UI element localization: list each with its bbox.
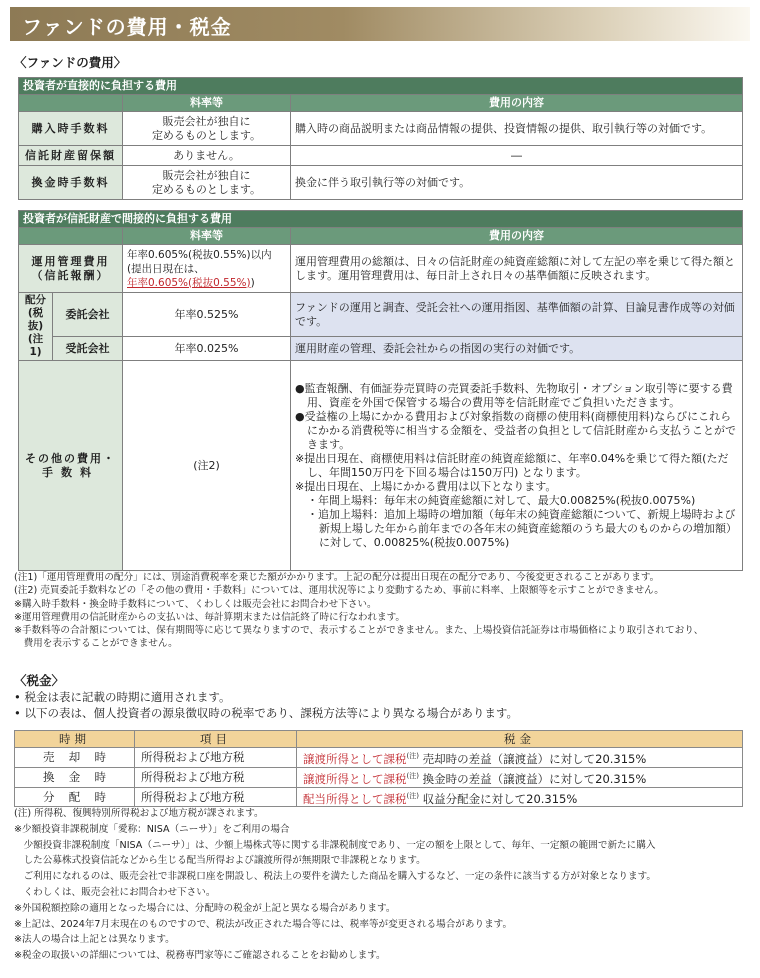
tax-note: ※上記は、2024年7月末現在のものですので、税法が改正された場合等には、税率等が変更される場合があります。 [14, 918, 513, 930]
tax-note: 少額投資非課税制度「NISA（ニーサ）」は、少額上場株式等に関する非課税制度であり、一定の額を上限として、毎年、一定額の範囲で新たに購入 [14, 839, 656, 851]
trustee-content: 運用財産の管理、委託会社からの指図の実行の対価です。 [291, 337, 743, 361]
redemption-fee-rate [123, 166, 291, 200]
tax-note-mark: (注) [406, 752, 419, 760]
trustee-label: 受託会社 [53, 337, 123, 361]
purchase-fee-rate [123, 112, 291, 146]
tax-timing-text: 換金時 [43, 770, 106, 785]
redemption-fee-rate-line1: 販売会社が独自に [162, 168, 251, 182]
tax-item: 所得税および地方税 [135, 767, 297, 787]
other-costs-note-1: ※提出日現在、商標使用料は信託財産の純資産総額に、年率0.04%を乗じて得た額(ただし、年間150万円を下回る場合は150万円) となります。 [295, 451, 729, 479]
header-rate: 料率等 [123, 228, 291, 245]
consignor-rate: 年率0.525% [123, 293, 291, 337]
other-costs-bullet-1: ●監査報酬、有価証券売買時の売買委託手数料、先物取引・オプション取引等に要する費用、資産を外国で保管する場合の費用等を信託財産でご負担いただきます。 [295, 381, 733, 409]
other-costs-note-2: ※提出日現在、上場にかかる費用は以下となります。 [295, 479, 557, 493]
tax-timing-redemption [15, 767, 135, 787]
redemption-fee-content: 換金に伴う取引執行等の対価です。 [291, 166, 743, 200]
purchase-fee-label: 購入時手数料 [19, 112, 123, 146]
other-costs-bullet-2: ●受益権の上場にかかる費用および対象指数の商標の使用料(商標使用料)ならびにこれらにかかる消費税等に相当する金額を、受益者の負担として信託財産から支払うことができます。 [295, 409, 736, 451]
tax-timing-distribution [15, 787, 135, 807]
management-fee-rate [123, 245, 291, 293]
fund-note: ※購入時手数料・換金時手数料について、くわしくは販売会社にお問合わせ下さい。 [14, 598, 377, 610]
management-fee-rate-line2: (提出日現在は、 [127, 262, 205, 275]
consignor-label: 委託会社 [53, 293, 123, 337]
allocation-label-line1: 配分 [25, 294, 46, 306]
tax-note: (注) 所得税、復興特別所得税および地方税が課されます。 [14, 808, 264, 819]
tax-note: くわしくは、販売会社にお問合わせ下さい。 [14, 886, 216, 898]
redemption-fee-rate-line2: 定めるものとします。 [151, 182, 262, 196]
allocation-label-line2: (税抜) [27, 307, 44, 332]
tax-note: ※少額投資非課税制度「愛称：NISA（ニーサ）」をご利用の場合 [14, 823, 290, 835]
tax-note: ※税金の取扱いの詳細については、税務専門家等にご確認されることをお勧めします。 [14, 950, 386, 962]
other-costs-note-2b: ・追加上場料：追加上場時の増加額（毎年末の純資産総額について、新規上場時および新規上場した年から前年までの各年末の純資産総額のうち最大のものからの増加額）に対して、0.00825%(税抜0.0075%) [307, 507, 737, 549]
other-costs-label [19, 361, 123, 571]
tax-type: 配当所得として課税 [303, 791, 407, 806]
tax-detail [297, 767, 743, 787]
tax-header-tax: 税金 [297, 731, 743, 748]
header-rate: 料率等 [123, 95, 291, 112]
tax-bullet: • 以下の表は、個人投資者の源泉徴収時の税率であり、課税方法等により異なる場合があります。 [14, 705, 519, 720]
tax-heading: 〈税金〉 [14, 673, 65, 688]
tax-type: 譲渡所得として課税 [303, 771, 407, 786]
tax-timing-text: 売却時 [43, 750, 106, 765]
tax-table [14, 730, 743, 807]
header-blank [19, 95, 123, 112]
reserve-label: 信託財産留保額 [19, 146, 123, 166]
tax-note-mark: (注) [406, 791, 419, 800]
fund-note: (注2) 売買委託手数料などの「その他の費用・手数料」については、運用状況等により変動するため、事前に料率、上限額等を示すことができません。 [14, 585, 664, 597]
tax-header-item: 項目 [135, 731, 297, 748]
direct-costs-table [18, 77, 743, 200]
management-fee-rate-line1: 年率0.605%(税抜0.55%)以内 [127, 248, 272, 261]
tax-rate-text: 売却時の差益（譲渡益）に対して20.315% [422, 751, 647, 766]
fund-costs-notes [14, 571, 744, 651]
header-content: 費用の内容 [291, 95, 743, 112]
management-fee-label-line2: （信託報酬） [31, 268, 110, 282]
reserve-rate: ありません。 [123, 146, 291, 166]
tax-item: 所得税および地方税 [135, 748, 297, 768]
management-fee-content: 運用管理費用の総額は、日々の信託財産の純資産総額に対して左記の率を乗じて得た額とします。運用管理費用は、毎日計上され日々の基準価額に反映されます。 [291, 245, 743, 293]
tax-note: ご利用になれるのは、販売会社で非課税口座を開設し、税法上の要件を満たした商品を購入するなど、一定の条件に該当する方が対象となります。 [14, 871, 657, 883]
redemption-fee-label: 換金時手数料 [19, 166, 123, 200]
fund-note: ※運用管理費用の信託財産からの支払いは、毎計算期末または信託終了時に行なわれます。 [14, 611, 406, 623]
consignor-content: ファンドの運用と調査、受託会社への運用指図、基準価額の計算、目論見書作成等の対価です。 [291, 293, 743, 337]
tax-bullet: • 税金は表に記載の時期に適用されます。 [14, 690, 231, 704]
direct-costs-caption: 投資者が直接的に負担する費用 [19, 78, 743, 95]
tax-timing-sale [15, 748, 135, 768]
tax-note: ※外国税額控除の適用となった場合には、分配時の税金が上記と異なる場合があります。 [14, 902, 396, 914]
other-costs-rate: (注2) [123, 361, 291, 571]
management-fee-rate-line3 [127, 276, 286, 290]
fund-note: 費用を表示することができません。 [14, 638, 178, 650]
tax-type: 譲渡所得として課税 [303, 751, 407, 766]
allocation-label [19, 293, 53, 361]
tax-detail [297, 748, 743, 768]
other-costs-label-line1: その他の費用・ [25, 451, 116, 465]
tax-note: ※法人の場合は上記とは異なります。 [14, 934, 175, 946]
current-rate-close: ) [250, 276, 255, 289]
header-content: 費用の内容 [291, 228, 743, 245]
current-rate: 年率0.605%(税抜0.55%) [127, 276, 251, 289]
other-costs-label-line2: 手数料 [42, 465, 99, 479]
tax-detail [297, 787, 743, 807]
tax-bullets [14, 690, 518, 721]
indirect-costs-caption: 投資者が信託財産で間接的に負担する費用 [19, 211, 743, 228]
tax-timing-text: 分配時 [43, 790, 106, 805]
fund-costs-heading: 〈ファンドの費用〉 [14, 55, 127, 70]
purchase-fee-rate-line2: 定めるものとします。 [151, 128, 262, 142]
other-costs-note-2a: ・年間上場料：毎年末の純資産総額に対して、最大0.00825%(税抜0.0075%) [307, 493, 696, 507]
header-blank [19, 228, 123, 245]
tax-item: 所得税および地方税 [135, 787, 297, 807]
page-title: ファンドの費用・税金 [22, 15, 232, 39]
management-fee-label-line1: 運用管理費用 [31, 254, 110, 268]
allocation-label-line3: (注1) [27, 333, 44, 358]
tax-rate-text: 換金時の差益（譲渡益）に対して20.315% [422, 771, 647, 786]
tax-notes [14, 806, 744, 964]
tax-note: した公募株式投資信託などから生じる配当所得および譲渡所得が無期限で非課税となります。 [14, 855, 426, 867]
fund-note: (注1)「運用管理費用の配分」には、別途消費税率を乗じた額がかかります。上記の配分は提出日現在の配分であり、今後変更されることがあります。 [14, 572, 660, 583]
management-fee-label [19, 245, 123, 293]
fund-note: ※手数料等の合計額については、保有期間等に応じて異なりますので、表示することができません。また、上場投資信託証券は市場価格により取引されており、 [14, 625, 704, 637]
other-costs-content [291, 361, 743, 571]
reserve-content: ― [291, 146, 743, 166]
tax-rate-text: 収益分配金に対して20.315% [422, 791, 578, 806]
purchase-fee-content: 購入時の商品説明または商品情報の提供、投資情報の提供、取引執行等の対価です。 [291, 112, 743, 146]
tax-note-mark: (注) [406, 771, 419, 780]
tax-header-timing: 時期 [15, 731, 135, 748]
trustee-rate: 年率0.025% [123, 337, 291, 361]
indirect-costs-table [18, 210, 743, 571]
purchase-fee-rate-line1: 販売会社が独自に [162, 114, 251, 128]
title-banner [10, 7, 750, 41]
